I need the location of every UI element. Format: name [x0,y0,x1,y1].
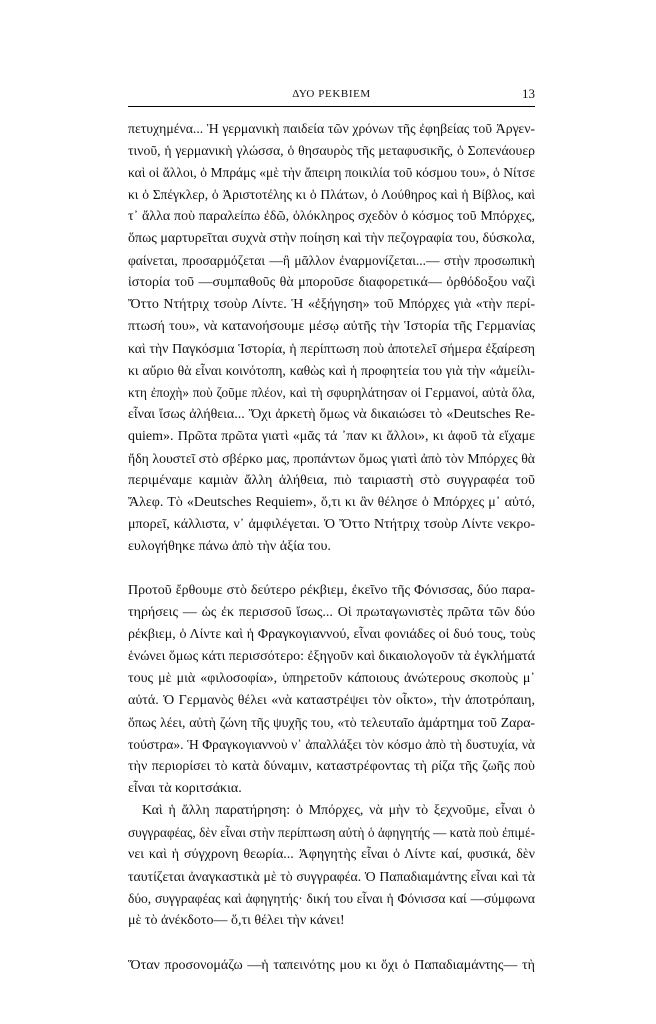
text-line: τούστρα». Ἡ Φραγκογιαννοὺ ν᾽ ἀπαλλάξει τὸν κόσμο ἀπὸ τὴ δυστυχία, νὰ [128,737,535,752]
text-line: ὅπως μαρτυρεῖται συχνὰ στὴν ποίηση καὶ τὴν πεζογραφία του, δύσκολα, [128,231,536,246]
text-line: καὶ οἱ ἄλλοι, ὁ Μπράμς «μὲ τὴν ἄπειρη ποικιλία τοῦ κόσμου του», ὁ Νίτσε [128,165,535,180]
text-line: ταυτίζεται ἀναγκαστικὰ μὲ τὸ συγγραφέα. Ὁ Παπαδιαμάντης εἶναι καὶ τὰ [128,869,535,884]
text-line: τὴν περιορίσει τὸ κατὰ δύναμιν, καταστρέφοντας τὴ ρίζα τῆς ζωῆς ποὺ [128,759,535,774]
text-line: Προτοῦ ἔρθουμε στὸ δεύτερο ρέκβιεμ, ἐκεῖνο τῆς Φόνισσας, δύο παρα- [128,583,535,598]
text-line: εἶναι τὰ κοριτσάκια. [128,781,242,796]
text-line: αὐτά. Ὁ Γερμανὸς θέλει «νὰ καταστρέψει τὸν οἶκτο», τὴν ἀποτρόπαιη, [128,693,535,708]
running-title: ΔΥΟ ΡΕΚΒΙΕΜ [292,88,371,100]
text-line: εἶναι ἴσως ἀλήθεια... Ὄχι ἀρκετὴ ὅμως νὰ δικαιώσει τὸ «Deutsches Re- [128,407,535,422]
text-line: κι αὔριο θὰ εἶναι κοινότοπη, καθὼς καὶ ἡ προφητεία του γιὰ τὴν «ἀμείλι- [128,363,535,378]
text-line: νει καὶ ἡ σύγχρονη θεωρία... Ἀφηγητὴς εἶναι ὁ Λίντε καί, φυσικά, δὲν [128,847,535,862]
text-line: συγγραφέας, δὲν εἶναι στὴν περίπτωση αὐτὴ ὁ ἀφηγητής — κατὰ ποὺ ἐπιμέ- [128,825,535,840]
text-line: quiem». Πρῶτα πρῶτα γιατὶ «μᾶς τά ᾽παν κι ἄλλοι», κι ἀφοῦ τὰ εἴχαμε [128,429,535,444]
page-number: 13 [522,86,535,101]
text-line: φαίνεται, προσαρμόζεται —ἢ μᾶλλον ἐναρμονίζεται...— στὴν προσωπικὴ [128,253,535,268]
text-line: κι ὁ Σπέγκλερ, ὁ Ἀριστοτέλης κι ὁ Πλάτων, ὁ Λούθηρος καὶ ἡ Βίβλος, καὶ [128,187,535,202]
text-line: δύο, συγγραφέας καὶ ἀφηγητής· δική του εἶναι ἡ Φόνισσα καί —σύμφωνα [128,891,535,906]
text-line: τινοῦ, ἡ γερμανικὴ γλώσσα, ὁ θησαυρὸς τῆς μεταφυσικῆς, ὁ Σοπενάουερ [128,143,535,158]
text-line: καὶ τὴν Παγκόσμια Ἱστορία, ἡ περίπτωση ποὺ ἀποτελεῖ σήμερα ἐξαίρεση [128,341,535,356]
text-line: ἤδη λουστεῖ στὸ σβέρκο μας, προπάντων ὅμως γιατὶ ἀπὸ τὸν Μπόρχες θὰ [128,451,535,466]
text-line: ἱστορία τοῦ —συμπαθοῦς θὰ μποροῦσε διαφορετικά— ὀρθόδοξου ναζὶ [128,275,535,290]
text-line: κτη ἐποχὴ» ποὺ ζοῦμε πλέον, καὶ τὴ σφυρηλάτησαν οἱ Γερμανοί, αὐτὰ ὅλα, [128,385,535,400]
page-header [128,86,535,107]
text-line: τ᾽ ἄλλα ποὺ παραλείπω ἐδῶ, ὁλόκληρος σχεδὸν ὁ κόσμος τοῦ Μπόρχες, [128,209,535,224]
text-line: Ὄττο Ντήτριχ τσοὺρ Λίντε. Ἡ «ἐξήγηση» τοῦ Μπόρχες γιὰ «τὴν περί- [128,297,535,312]
text-line: μὲ τὸ ἀνέκδοτο— ὅ,τι θέλει τὴν κάνει! [128,913,345,928]
text-line: ρέκβιεμ, ὁ Λίντε καὶ ἡ Φραγκογιαννού, εἶναι φονιάδες οἱ δυό τους, τοὺς [128,627,535,642]
text-line: μπορεῖ, κάλλιστα, ν᾽ ἀμφιλέγεται. Ὁ Ὄττο Ντήτριχ τσοὺρ Λίντε νεκρο- [128,517,535,532]
text-line: ὅπως λέει, αὐτὴ ζώνη τῆς ψυχῆς του, «τὸ τελευταῖο ἁμάρτημα τοῦ Ζαρα- [128,715,535,730]
text-line: Ἄλεφ. Τὸ «Deutsches Requiem», ὅ,τι κι ἂν θέλησε ὁ Μπόρχες μ᾽ αὐτό, [128,495,535,510]
text-line: ἑνώνει ὅμως κάτι περισσότερο: ἐξηγοῦν καὶ δικαιολογοῦν τὰ ἐγκλήματά [128,649,535,664]
text-line: ευλογήθηκε πάνω ἀπὸ τὴν ἀξία του. [128,539,331,554]
text-line: τους μὲ μιὰ «φιλοσοφία», ὑπηρετοῦν κάποιους ἀνώτερους σκοποὺς μ᾽ [128,671,535,686]
text-line: πετυχημένα... Ἡ γερμανικὴ παιδεία τῶν χρόνων τῆς ἐφηβείας τοῦ Ἀργεν- [128,121,535,136]
text-line: πτωσή του», νὰ κατανοήσουμε μέσῳ αὐτῆς τὴν Ἱστορία τῆς Γερμανίας [128,319,535,334]
text-line: Ὅταν προσονομάζω —ἡ ταπεινότης μου κι ὄχι ὁ Παπαδιαμάντης— τὴ [128,958,535,973]
text-line: Καὶ ἡ ἄλλη παρατήρηση: ὁ Μπόρχες, νὰ μὴν τὸ ξεχνοῦμε, εἶναι ὁ [142,803,535,818]
text-line: τηρήσεις — ὡς ἐκ περισσοῦ ἴσως... Οἱ πρωταγωνιστὲς πρῶτα τῶν δύο [128,605,535,620]
text-line: περιμέναμε καμιὰν ἄλλη ἀλήθεια, πιὸ ταιριαστὴ στὸ συγγραφέα τοῦ [128,473,535,488]
